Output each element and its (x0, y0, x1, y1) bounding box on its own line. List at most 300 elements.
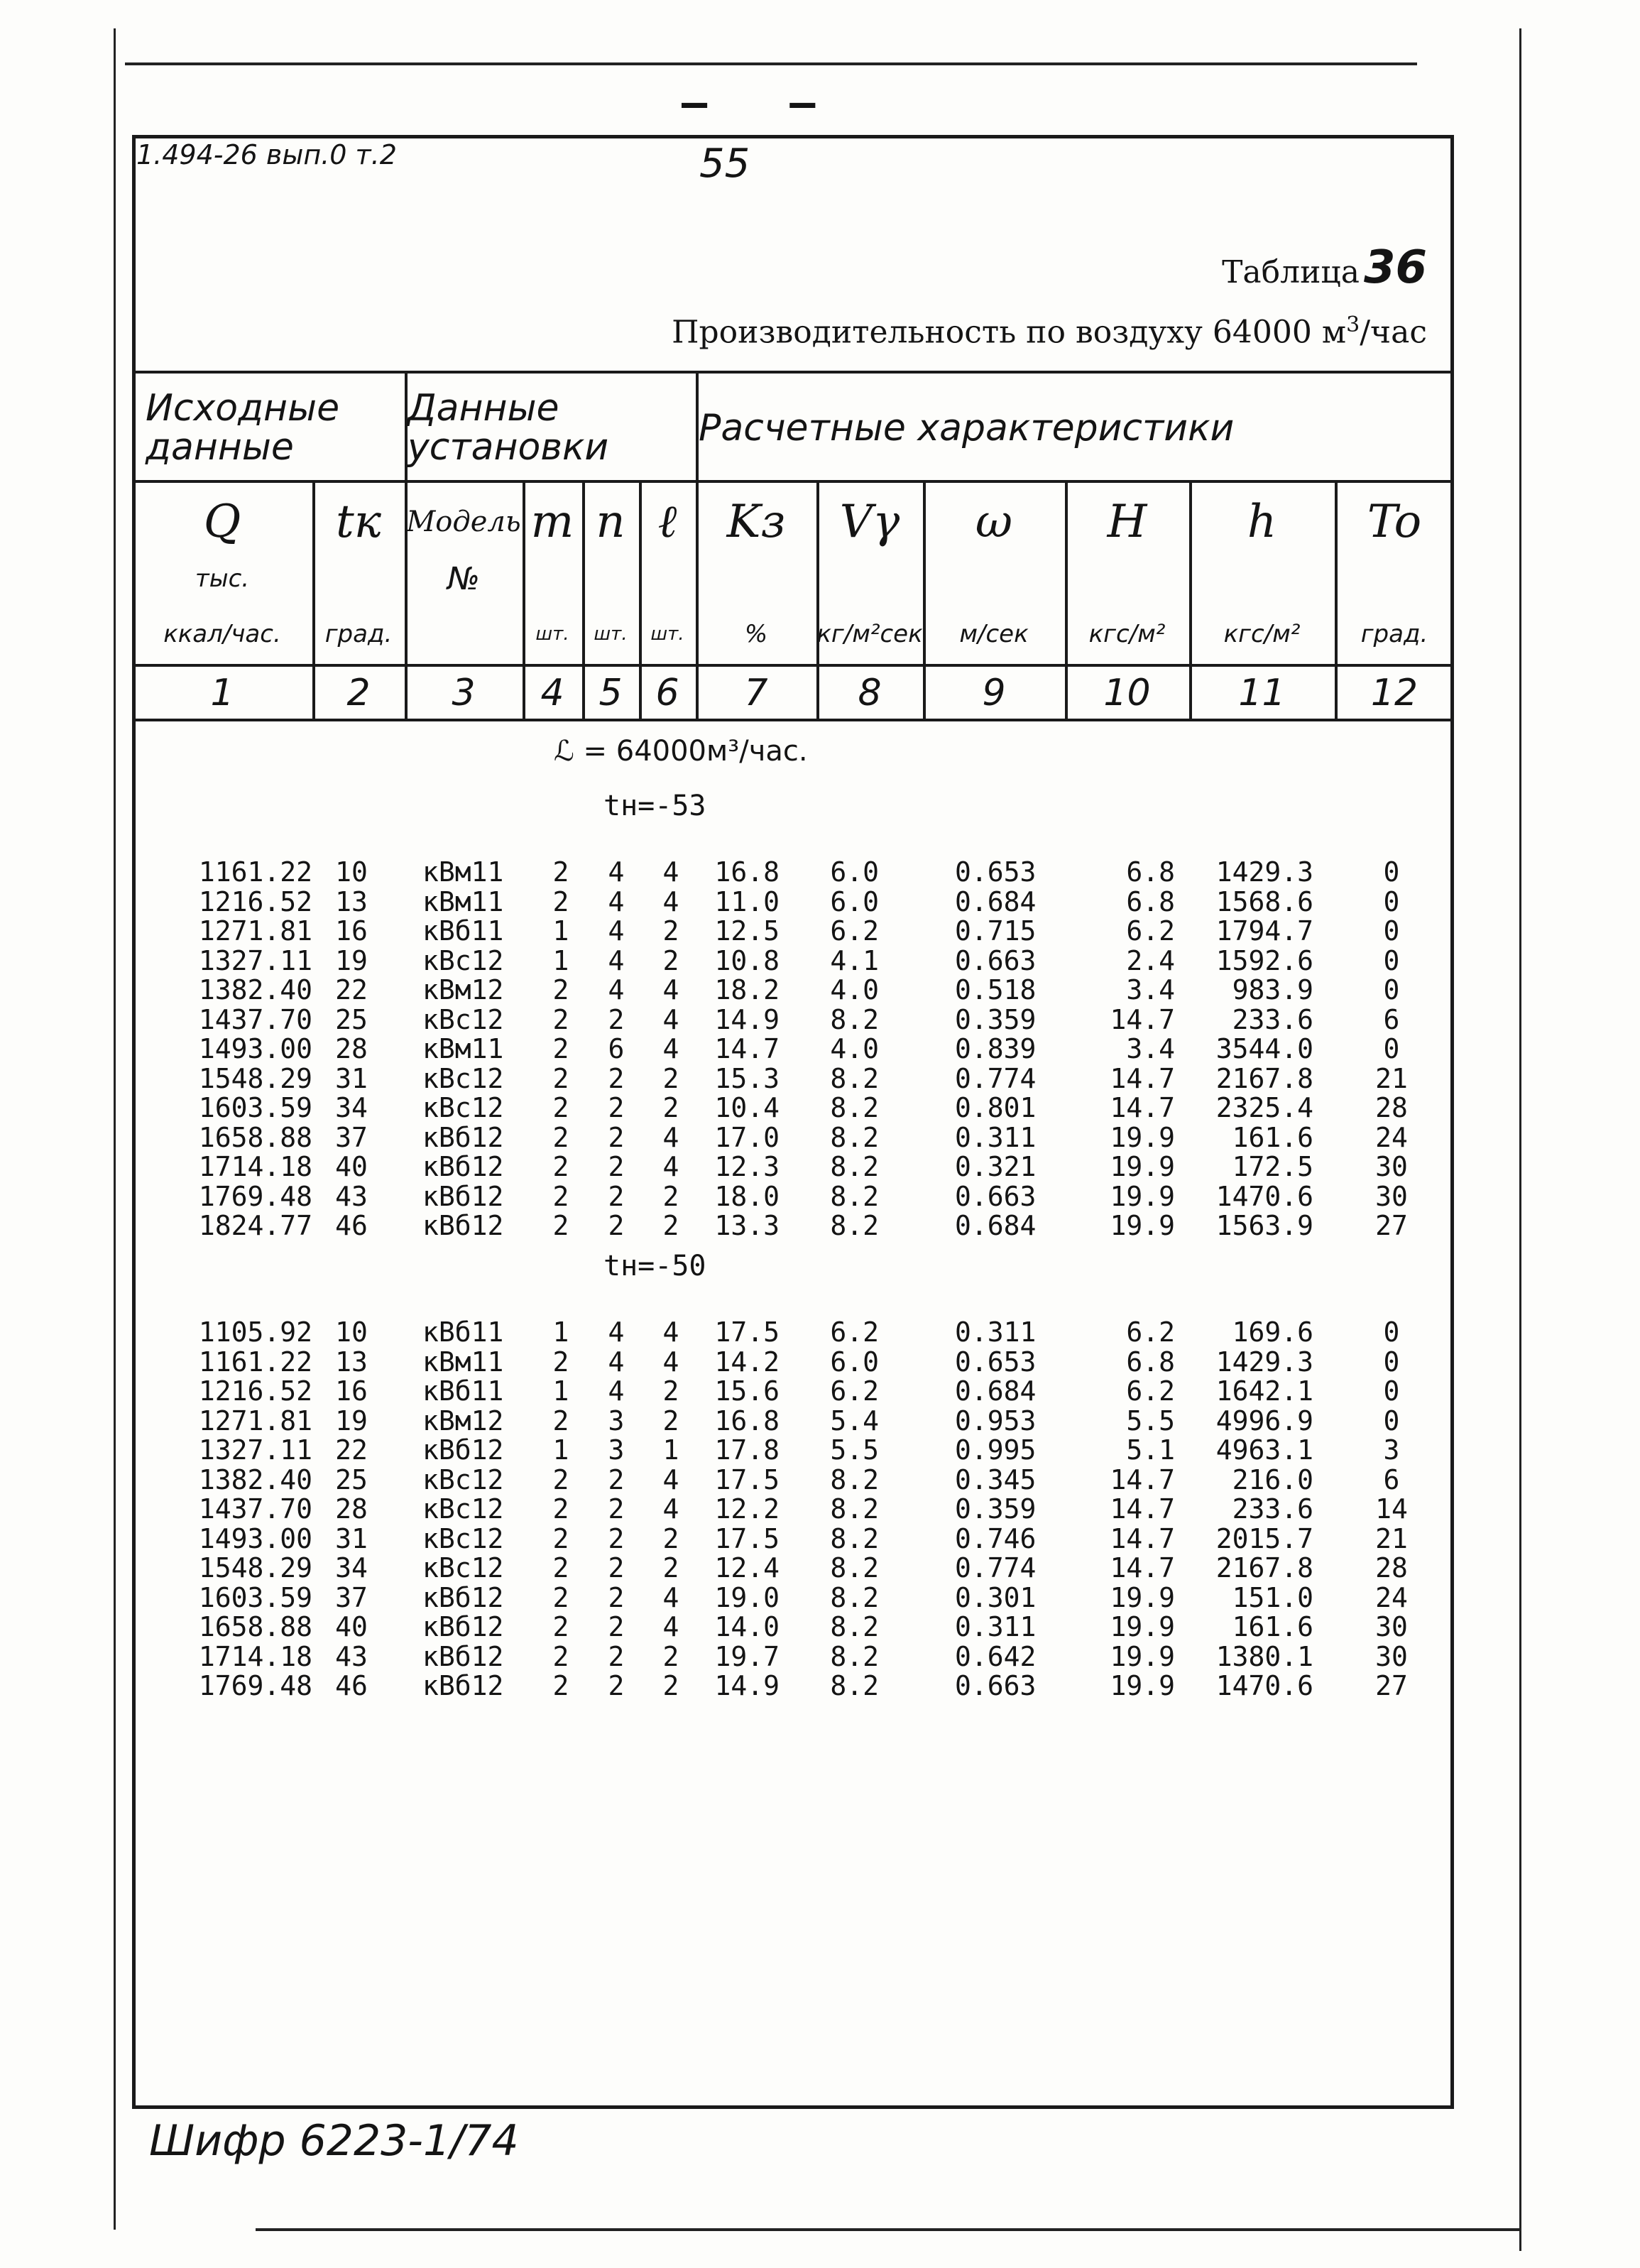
table-cell: 2 (552, 1092, 569, 1123)
table-cell: 1161.22 (198, 1346, 312, 1378)
table-cell: 0 (1383, 856, 1400, 888)
column-unit: кг/м²сек (816, 619, 923, 648)
column-symbol: To (1367, 496, 1422, 548)
table-cell: 4996.9 (1215, 1405, 1313, 1436)
table-cell: 0 (1383, 1316, 1400, 1348)
table-cell: 3.4 (1126, 974, 1175, 1005)
top-page-rule (125, 62, 1417, 65)
table-row (0, 1318, 1640, 1346)
table-cell: 25 (335, 1463, 368, 1495)
table-cell: 19.0 (714, 1581, 780, 1613)
table-cell: 14.2 (714, 1346, 780, 1378)
table-cell: 0.345 (955, 1463, 1037, 1495)
table-cell: 8.2 (830, 1180, 879, 1212)
table-cell: кВб12 (422, 1434, 504, 1466)
table-cell: 0.359 (955, 1493, 1037, 1525)
table-cell: кВс12 (422, 1092, 504, 1123)
table-cell: 0.518 (955, 974, 1037, 1005)
table-cell: 0.663 (955, 1180, 1037, 1212)
column-symbol: Vγ (839, 496, 900, 548)
table-cell: 0.663 (955, 1670, 1037, 1701)
table-cell: 4 (608, 1346, 625, 1378)
table-row (0, 1377, 1640, 1405)
table-cell: 0.953 (955, 1405, 1037, 1436)
table-cell: 3.4 (1126, 1033, 1175, 1064)
table-cell: 34 (335, 1092, 368, 1123)
column-number: 2 (346, 672, 371, 714)
table-cell: 8.2 (830, 1552, 879, 1583)
table-cell: 37 (335, 1581, 368, 1613)
table-cell: кВб12 (422, 1640, 504, 1672)
table-cell: кВб12 (422, 1180, 504, 1212)
table-cell: 4.0 (830, 974, 879, 1005)
table-row (0, 944, 1640, 976)
table-row (0, 1554, 1640, 1582)
table-cell: 0 (1383, 1033, 1400, 1064)
table-cell: 6.2 (830, 915, 879, 947)
table-row (0, 1495, 1640, 1523)
table-row (0, 1583, 1640, 1612)
table-cell: 1327.11 (198, 944, 312, 976)
table-cell: 6.2 (1126, 915, 1175, 947)
column-unit: кгс/м² (1223, 619, 1301, 648)
caption-superscript: 3 (1346, 312, 1360, 337)
table-row (0, 1613, 1640, 1641)
table-cell: 4 (662, 1033, 679, 1064)
table-cell: 1437.70 (198, 1003, 312, 1035)
table-cell: 2 (552, 1670, 569, 1701)
table-cell: 0.663 (955, 944, 1037, 976)
table-row (0, 1348, 1640, 1376)
table-cell: 14.7 (1110, 1092, 1175, 1123)
table-cell: 2 (552, 1151, 569, 1182)
table-row (0, 1064, 1640, 1093)
table-cell: 19.9 (1110, 1611, 1175, 1642)
column-symbol: H (1107, 496, 1147, 548)
table-cell: 1470.6 (1215, 1670, 1313, 1701)
table-cell: кВм11 (422, 856, 504, 888)
table-cell: 1714.18 (198, 1151, 312, 1182)
table-cell: 2167.8 (1215, 1062, 1313, 1094)
table-cell: 0.839 (955, 1033, 1037, 1064)
table-cell: 4 (608, 944, 625, 976)
table-cell: 4 (608, 856, 625, 888)
table-cell: 2 (608, 1581, 625, 1613)
table-cell: 4 (662, 856, 679, 888)
table-cell: 2015.7 (1215, 1522, 1313, 1554)
table-cell: 0.321 (955, 1151, 1037, 1182)
column-unit: % (744, 619, 768, 648)
table-cell: 13.3 (714, 1210, 780, 1241)
table-cell: кВс12 (422, 1493, 504, 1525)
table-cell: 169.6 (1232, 1316, 1313, 1348)
table-cell: 1769.48 (198, 1180, 312, 1212)
table-cell: 2 (662, 1522, 679, 1554)
table-cell: 1603.59 (198, 1581, 312, 1613)
table-cell: 6.0 (830, 1346, 879, 1378)
table-cell: 1493.00 (198, 1522, 312, 1554)
table-number: 36 (1363, 241, 1427, 294)
table-cell: 19.9 (1110, 1581, 1175, 1613)
table-cell: 0 (1383, 1346, 1400, 1378)
table-cell: 14.7 (1110, 1062, 1175, 1094)
table-cell: 1493.00 (198, 1033, 312, 1064)
table-cell: 0 (1383, 915, 1400, 947)
table-cell: 1382.40 (198, 974, 312, 1005)
table-cell: 0.311 (955, 1316, 1037, 1348)
table-cell: 4 (662, 1003, 679, 1035)
table-cell: 16.8 (714, 856, 780, 888)
table-row (0, 976, 1640, 1004)
table-cell: 19.9 (1110, 1151, 1175, 1182)
table-cell: 1161.22 (198, 856, 312, 888)
table-cell: 17.5 (714, 1316, 780, 1348)
table-cell: 4 (662, 1151, 679, 1182)
table-cell: 4 (608, 1316, 625, 1348)
table-cell: 1603.59 (198, 1092, 312, 1123)
table-cell: 1769.48 (198, 1670, 312, 1701)
table-cell: 1 (552, 1316, 569, 1348)
table-cell: 1658.88 (198, 1611, 312, 1642)
table-cell: кВс12 (422, 1062, 504, 1094)
table-cell: 28 (1375, 1552, 1408, 1583)
table-cell: 2 (608, 1092, 625, 1123)
table-cell: 2 (552, 1062, 569, 1094)
table-cell: 21 (1375, 1522, 1408, 1554)
table-cell: 18.0 (714, 1180, 780, 1212)
table-cell: 28 (335, 1493, 368, 1525)
table-cell: 151.0 (1232, 1581, 1313, 1613)
table-cell: 12.3 (714, 1151, 780, 1182)
table-cell: 2 (608, 1151, 625, 1182)
table-cell: 216.0 (1232, 1463, 1313, 1495)
table-cell: 4 (662, 885, 679, 917)
table-cell: 2 (608, 1611, 625, 1642)
table-cell: 0.642 (955, 1640, 1037, 1672)
column-number: 7 (744, 672, 768, 714)
table-cell: 8.2 (830, 1640, 879, 1672)
table-cell: 4 (662, 1463, 679, 1495)
table-cell: 6.2 (830, 1316, 879, 1348)
table-cell: 28 (335, 1033, 368, 1064)
table-cell: кВс12 (422, 1522, 504, 1554)
column-number: 8 (858, 672, 882, 714)
top-dashes: — — (682, 78, 844, 128)
table-cell: 24 (1375, 1581, 1408, 1613)
column-number: 3 (452, 672, 476, 714)
document-code: 1.494-26 вып.0 т.2 (136, 139, 397, 170)
table-cell: 172.5 (1232, 1151, 1313, 1182)
table-cell: 2 (552, 856, 569, 888)
table-cell: 1429.3 (1215, 856, 1313, 888)
table-row (0, 1463, 1640, 1495)
table-cell: 8.2 (830, 1493, 879, 1525)
table-cell: 1824.77 (198, 1210, 312, 1241)
table-cell: 2.4 (1126, 944, 1175, 976)
table-cell: 1271.81 (198, 915, 312, 947)
table-cell: 8.2 (830, 1121, 879, 1153)
table-cell: 14.7 (1110, 1003, 1175, 1035)
table-cell: 1 (552, 944, 569, 976)
caption-text: Производительность по воздуху 64000 м (672, 314, 1347, 351)
table-cell: 15.6 (714, 1375, 780, 1407)
header-top-line (132, 371, 1454, 374)
table-cell: кВб11 (422, 1375, 504, 1407)
table-cell: 6 (1383, 1463, 1400, 1495)
table-cell: 19.9 (1110, 1670, 1175, 1701)
table-cell: 2 (662, 915, 679, 947)
table-cell: 1216.52 (198, 885, 312, 917)
table-cell: 2167.8 (1215, 1552, 1313, 1583)
table-cell: 10 (335, 1316, 368, 1348)
table-cell: 5.5 (1126, 1405, 1175, 1436)
table-cell: 1105.92 (198, 1316, 312, 1348)
table-cell: 2 (662, 1552, 679, 1583)
table-cell: 6.0 (830, 885, 879, 917)
column-symbol: h (1247, 496, 1277, 548)
table-row (0, 1672, 1640, 1700)
table-word: Таблица (1222, 254, 1360, 290)
table-cell: 21 (1375, 1062, 1408, 1094)
table-cell: 28 (1375, 1092, 1408, 1123)
table-cell: 2 (662, 1375, 679, 1407)
table-cell: 14.7 (714, 1033, 780, 1064)
table-cell: 0.995 (955, 1434, 1037, 1466)
table-cell: 13 (335, 885, 368, 917)
table-cell: 2 (552, 1522, 569, 1554)
table-cell: 4 (662, 1121, 679, 1153)
table-cell: 1382.40 (198, 1463, 312, 1495)
table-cell: 2 (608, 1062, 625, 1094)
table-cell: 4963.1 (1215, 1434, 1313, 1466)
column-number: 12 (1370, 672, 1418, 714)
table-cell: 34 (335, 1552, 368, 1583)
table-cell: 2 (662, 1062, 679, 1094)
table-cell: 43 (335, 1640, 368, 1672)
table-row (0, 1123, 1640, 1152)
table-cell: 14.0 (714, 1611, 780, 1642)
table-cell: 16.8 (714, 1405, 780, 1436)
table-cell: 16 (335, 915, 368, 947)
table-cell: 1 (552, 1434, 569, 1466)
table-row (0, 1211, 1640, 1240)
table-row (0, 1642, 1640, 1671)
table-cell: 8.2 (830, 1003, 879, 1035)
table-cell: 2 (608, 1670, 625, 1701)
table-cell: 4 (608, 915, 625, 947)
column-unit: шт. (535, 623, 569, 645)
column-unit: шт. (594, 623, 628, 645)
column-number: 6 (655, 672, 679, 714)
table-cell: 0.774 (955, 1552, 1037, 1583)
table-cell: 46 (335, 1670, 368, 1701)
table-cell: 2 (552, 1581, 569, 1613)
table-cell: 8.2 (830, 1522, 879, 1554)
table-cell: 6.8 (1126, 856, 1175, 888)
table-cell: 0.801 (955, 1092, 1037, 1123)
table-cell: 10.4 (714, 1092, 780, 1123)
table-cell: 22 (335, 974, 368, 1005)
table-cell: кВм12 (422, 1405, 504, 1436)
table-cell: 19 (335, 944, 368, 976)
table-cell: кВб12 (422, 1151, 504, 1182)
table-cell: 2 (552, 1003, 569, 1035)
table-cell: 14.7 (1110, 1463, 1175, 1495)
table-cell: кВб11 (422, 915, 504, 947)
table-cell: кВб12 (422, 1121, 504, 1153)
table-cell: 1470.6 (1215, 1180, 1313, 1212)
column-unit: кгс/м² (1088, 619, 1166, 648)
table-row (0, 1035, 1640, 1063)
table-cell: 0.684 (955, 1210, 1037, 1241)
column-unit: ккал/час. (163, 619, 281, 648)
table-cell: 1548.29 (198, 1062, 312, 1094)
table-cell: 43 (335, 1180, 368, 1212)
section-title: tн=-50 (603, 1250, 706, 1282)
table-cell: 161.6 (1232, 1611, 1313, 1642)
cipher-label: Шифр 6223-1/74 (149, 2116, 519, 2166)
table-cell: 17.5 (714, 1463, 780, 1495)
table-cell: 6 (608, 1033, 625, 1064)
table-cell: 6.0 (830, 856, 879, 888)
table-cell: кВб12 (422, 1581, 504, 1613)
table-row (0, 1407, 1640, 1435)
table-cell: 2 (552, 1405, 569, 1436)
column-unit: м/сек (959, 619, 1029, 648)
group-installation-data: Данные установки (408, 387, 609, 469)
bottom-page-rule (256, 2228, 1521, 2231)
column-symbol: ℓ (657, 496, 677, 548)
table-cell: кВм12 (422, 974, 504, 1005)
table-cell: 1271.81 (198, 1405, 312, 1436)
column-unit: град. (1360, 619, 1428, 648)
table-cell: 2 (552, 1552, 569, 1583)
table-cell: 0 (1383, 1405, 1400, 1436)
table-row (0, 858, 1640, 886)
table-cell: 0.684 (955, 885, 1037, 917)
column-number: 9 (982, 672, 1006, 714)
table-cell: 2 (552, 1493, 569, 1525)
column-symbol: Q (203, 496, 241, 548)
caption-unit: /час (1360, 314, 1427, 351)
table-cell: кВб12 (422, 1611, 504, 1642)
table-cell: 1327.11 (198, 1434, 312, 1466)
table-cell: 2325.4 (1215, 1092, 1313, 1123)
table-cell: 24 (1375, 1121, 1408, 1153)
table-row (0, 1094, 1640, 1122)
table-cell: 1437.70 (198, 1493, 312, 1525)
table-cell: кВм11 (422, 885, 504, 917)
table-cell: 19.7 (714, 1640, 780, 1672)
table-cell: 30 (1375, 1611, 1408, 1642)
table-cell: 3 (1383, 1434, 1400, 1466)
column-symbol: ω (975, 496, 1013, 548)
table-cell: 2 (662, 1670, 679, 1701)
table-cell: 14.9 (714, 1003, 780, 1035)
table-cell: 19 (335, 1405, 368, 1436)
table-cell: 1642.1 (1215, 1375, 1313, 1407)
table-cell: 5.5 (830, 1434, 879, 1466)
column-number: 1 (210, 672, 234, 714)
table-cell: кВс12 (422, 1463, 504, 1495)
table-cell: 8.2 (830, 1092, 879, 1123)
table-cell: 2 (552, 1611, 569, 1642)
table-cell: 5.1 (1126, 1434, 1175, 1466)
table-cell: 12.4 (714, 1552, 780, 1583)
table-cell: 30 (1375, 1151, 1408, 1182)
table-cell: 4 (662, 1346, 679, 1378)
table-cell: 19.9 (1110, 1121, 1175, 1153)
table-cell: 1380.1 (1215, 1640, 1313, 1672)
table-cell: 30 (1375, 1640, 1408, 1672)
column-number: 5 (598, 672, 623, 714)
table-cell: 1592.6 (1215, 944, 1313, 976)
table-cell: 18.2 (714, 974, 780, 1005)
table-cell: 1714.18 (198, 1640, 312, 1672)
table-cell: 3544.0 (1215, 1033, 1313, 1064)
table-cell: 12.5 (714, 915, 780, 947)
table-cell: 0.746 (955, 1522, 1037, 1554)
table-cell: 14 (1375, 1493, 1408, 1525)
table-cell: 30 (1375, 1180, 1408, 1212)
table-cell: 1794.7 (1215, 915, 1313, 947)
table-cell: 2 (608, 1180, 625, 1212)
table-label (1222, 241, 1427, 294)
table-cell: 0.653 (955, 856, 1037, 888)
table-cell: 22 (335, 1434, 368, 1466)
table-cell: 40 (335, 1611, 368, 1642)
table-cell: 4 (608, 1375, 625, 1407)
table-cell: 4 (608, 974, 625, 1005)
table-cell: 983.9 (1232, 974, 1313, 1005)
table-cell: 0.311 (955, 1611, 1037, 1642)
table-cell: 2 (608, 1210, 625, 1241)
table-cell: кВб11 (422, 1316, 504, 1348)
table-cell: 3 (608, 1434, 625, 1466)
table-cell: 6.8 (1126, 885, 1175, 917)
table-row (0, 917, 1640, 945)
table-cell: 1 (552, 915, 569, 947)
table-cell: 27 (1375, 1670, 1408, 1701)
table-cell: 10.8 (714, 944, 780, 976)
table-cell: 6.8 (1126, 1346, 1175, 1378)
table-cell: 1563.9 (1215, 1210, 1313, 1241)
column-symbol: n (596, 496, 625, 548)
table-row (0, 1522, 1640, 1554)
table-cell: 4.1 (830, 944, 879, 976)
table-cell: 2 (662, 1180, 679, 1212)
table-cell: 14.7 (1110, 1552, 1175, 1583)
table-cell: кВм11 (422, 1346, 504, 1378)
page-number: 55 (699, 141, 750, 187)
table-cell: кВб12 (422, 1670, 504, 1701)
table-cell: 1 (662, 1434, 679, 1466)
table-cell: 10 (335, 856, 368, 888)
table-cell: 1568.6 (1215, 885, 1313, 917)
section-title: tн=-53 (603, 790, 706, 822)
table-cell: кВс12 (422, 1003, 504, 1035)
table-cell: 2 (552, 1180, 569, 1212)
table-cell: 4 (608, 885, 625, 917)
table-cell: 2 (662, 1405, 679, 1436)
table-cell: 4.0 (830, 1033, 879, 1064)
table-cell: 0.301 (955, 1581, 1037, 1613)
table-cell: 5.4 (830, 1405, 879, 1436)
table-row (0, 1152, 1640, 1181)
column-number: 11 (1238, 672, 1286, 714)
table-cell: 16 (335, 1375, 368, 1407)
column-symbol: m (530, 496, 574, 548)
